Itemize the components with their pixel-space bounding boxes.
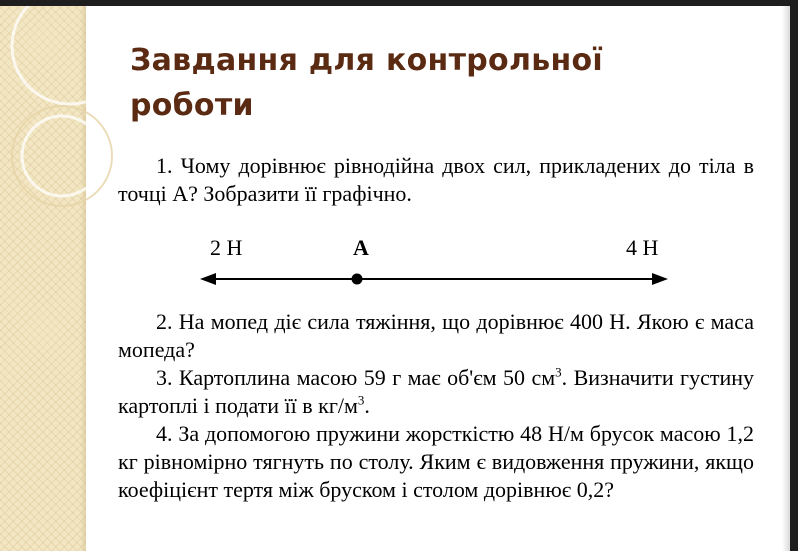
ring-middle: [22, 116, 102, 196]
slide: [0, 6, 790, 551]
arrow-right-head: [652, 273, 668, 285]
task-list: [118, 152, 754, 504]
force-left-label: 2 Н: [210, 235, 243, 260]
arrow-left-head: [200, 273, 216, 285]
task-3-sup-1: 3: [555, 364, 562, 380]
point-a-label: А: [353, 235, 369, 260]
task-3-text-b: . Визначити густину картоплі і подати її в кг/м: [118, 365, 754, 418]
task-3-text-c: .: [364, 393, 370, 418]
task-1: 1. Чому дорівнює рівнодійна двох сил, прикладених до тіла в точці А? Зобразити її графічно.: [118, 153, 754, 206]
force-right-label: 4 Н: [626, 235, 659, 260]
force-diagram: [118, 208, 754, 308]
slide-right-edge: [782, 6, 790, 551]
point-a-dot: [352, 274, 363, 285]
task-4: 4. За допомогою пружини жорсткістю 48 Н/м брусок масою 1,2 кг рівномірно тягнуть по столу. Яким є видовження пружини, якщо коефіцієнт тертя між бруском і столом дорівнює 0,2?: [118, 421, 754, 502]
slide-title: Завдання для контрольної роботи: [130, 43, 604, 123]
ring-top: [12, 6, 128, 104]
task-2: 2. На мопед діє сила тяжіння, що дорівнює 400 Н. Якою є маса мопеда?: [118, 309, 754, 362]
task-3-text-a: 3. Картоплина масою 59 г має об'єм 50 см: [156, 365, 556, 390]
force-arrows: [118, 208, 754, 308]
ring-middle-outer: [12, 106, 112, 206]
task-3: [118, 364, 754, 420]
task-3-sup-2: 3: [357, 392, 365, 408]
